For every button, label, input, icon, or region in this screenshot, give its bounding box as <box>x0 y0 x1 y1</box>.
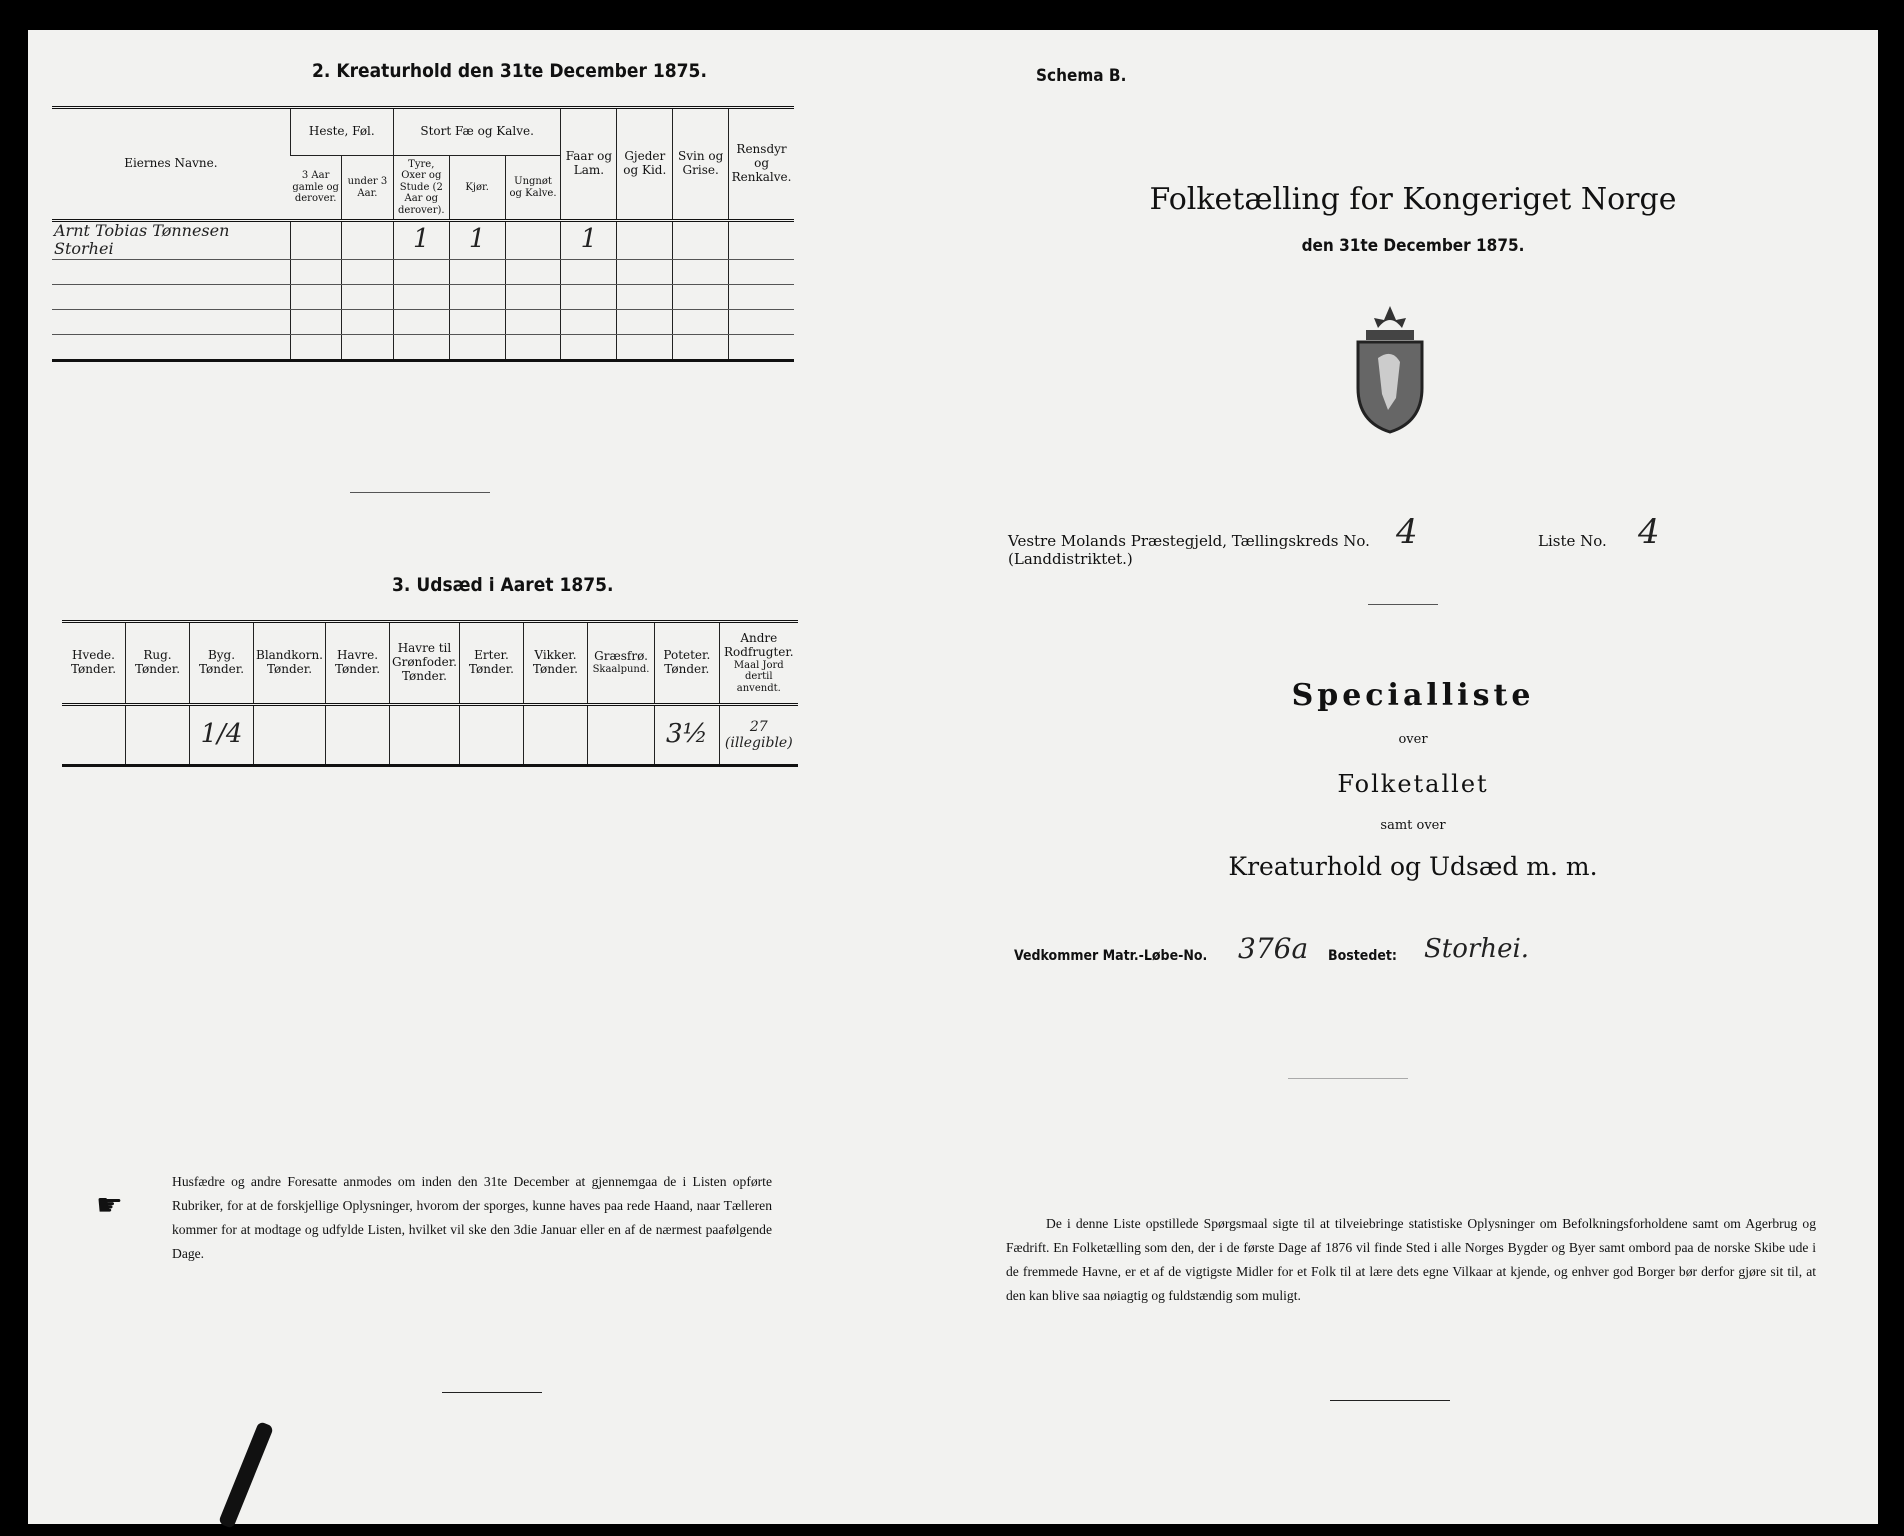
over-text: over <box>1398 732 1428 747</box>
pen-icon <box>218 1421 274 1529</box>
census-date: den 31te December 1875. <box>1301 236 1525 256</box>
goats-header: Gjeder og Kid. <box>617 108 673 221</box>
divider <box>350 492 490 493</box>
havre-header: Havre. Tønder. <box>326 622 390 705</box>
sowing-table <box>62 620 798 767</box>
main-title: Folketælling for Kongeriget Norge <box>1149 182 1677 217</box>
table-row <box>52 259 794 284</box>
reindeer-header: Rensdyr og Renkalve. <box>729 108 794 221</box>
livestock-table <box>52 106 794 362</box>
table-row <box>52 284 794 309</box>
section3-title: 3. Udsæd i Aaret 1875. <box>392 574 614 596</box>
andre-value: 27 (illegible) <box>724 718 793 751</box>
horses-3plus-header: 3 Aar gamle og derover. <box>292 170 339 205</box>
cattle-header: Stort Fæ og Kalve. <box>393 108 561 156</box>
young-header: Ungnøt og Kalve. <box>505 156 561 221</box>
table-row <box>52 221 794 260</box>
bulls-value: 1 <box>413 224 430 255</box>
poteter-header: Poteter. Tønder. <box>655 622 720 705</box>
matr-no: 376a <box>1238 932 1309 965</box>
rug-header: Rug. Tønder. <box>126 622 190 705</box>
parish-block <box>1008 532 1370 568</box>
divider <box>1368 604 1438 605</box>
byg-header: Byg. Tønder. <box>190 622 254 705</box>
owner-header: Eiernes Navne. <box>124 156 218 171</box>
cows-header: Kjør. <box>449 156 505 221</box>
havre-gron-header: Havre til Grønfoder. Tønder. <box>390 622 460 705</box>
bulls-header: Tyre, Oxer og Stude (2 Aar og derover). <box>393 156 449 221</box>
right-page <box>948 30 1878 1524</box>
pointing-hand-icon: ☛ <box>96 1188 123 1223</box>
graesfro-header: Græsfrø. Skaalpund. <box>587 622 654 705</box>
andre-header: Andre Rodfrugter. Maal Jord dertil anvendt. <box>719 622 798 705</box>
sheep-header: Faar og Lam. <box>561 108 617 221</box>
footer-text: De i denne Liste opstillede Spørgsmaal sigte til at tilveiebringe statistiske Oplysninger om Befolkningsforholdene samt om Agerbrug og Fædrift. En Folketælling som den, der i de første Dage af 1876 vil finde Sted i alle Norges Bygder og Byer samt ombord paa de norske Skibe ude i de fremmede Havne, er et af de vigtigste Midler for et Folk til at lære dets egne Vilkaar at kjende, og enhver god Borger bør derfor gjøre sit til, at den kan blive saa nøiagtig og fuldstændig som muligt. <box>1006 1216 1816 1303</box>
owner-name: Arnt Tobias Tønnesen Storhei <box>54 221 230 259</box>
folketallet-text: Folketallet <box>1337 770 1489 798</box>
erter-header: Erter. Tønder. <box>459 622 523 705</box>
section2-title: 2. Kreaturhold den 31te December 1875. <box>312 60 707 82</box>
parish-sub: (Landdistriktet.) <box>1008 550 1133 568</box>
divider <box>1330 1400 1450 1401</box>
poteter-value: 3½ <box>665 719 708 750</box>
table-row <box>52 309 794 334</box>
notice-text: Husfædre og andre Foresatte anmodes om inden den 31te December at gjennemgaa de i Listen opførte Rubriker, for at de forskjellige Oplysninger, hvorom der sporges, kunne haves paa rede Haand, naar Tælleren kommer for at modtage og udfylde Listen, hvilket vil ske den 3die Januar eller en af de nærmest paafølgende Dage. <box>172 1174 772 1261</box>
sheep-value: 1 <box>580 224 598 255</box>
samt-over-text: samt over <box>1380 818 1446 833</box>
matr-label: Vedkommer Matr.-Løbe-No. <box>1014 948 1208 964</box>
kreds-no: 4 <box>1396 512 1418 552</box>
left-page <box>28 30 952 1524</box>
table-row <box>62 705 798 766</box>
bosted-value: Storhei. <box>1424 934 1530 964</box>
horses-header: Heste, Føl. <box>290 108 393 156</box>
blandkorn-header: Blandkorn. Tønder. <box>254 622 326 705</box>
hvede-header: Hvede. Tønder. <box>70 648 117 676</box>
horses-under3-header: under 3 Aar. <box>342 156 394 221</box>
divider <box>442 1392 542 1393</box>
specialliste-title: Specialliste <box>1291 678 1535 713</box>
divider <box>1288 1078 1408 1079</box>
parish-label: Vestre Molands Præstegjeld, Tællingskreds No. <box>1008 532 1370 550</box>
pigs-header: Svin og Grise. <box>673 108 729 221</box>
liste-label: Liste No. <box>1538 532 1607 550</box>
vikker-header: Vikker. Tønder. <box>523 622 587 705</box>
liste-no: 4 <box>1638 512 1660 552</box>
kreaturhold-text: Kreaturhold og Udsæd m. m. <box>1228 852 1598 881</box>
schema-label: Schema B. <box>1036 66 1127 86</box>
byg-value: 1/4 <box>200 719 243 750</box>
coat-of-arms-icon <box>1348 298 1432 434</box>
cows-value: 1 <box>468 224 486 255</box>
bosted-label: Bostedet: <box>1328 948 1397 964</box>
table-row <box>52 334 794 360</box>
